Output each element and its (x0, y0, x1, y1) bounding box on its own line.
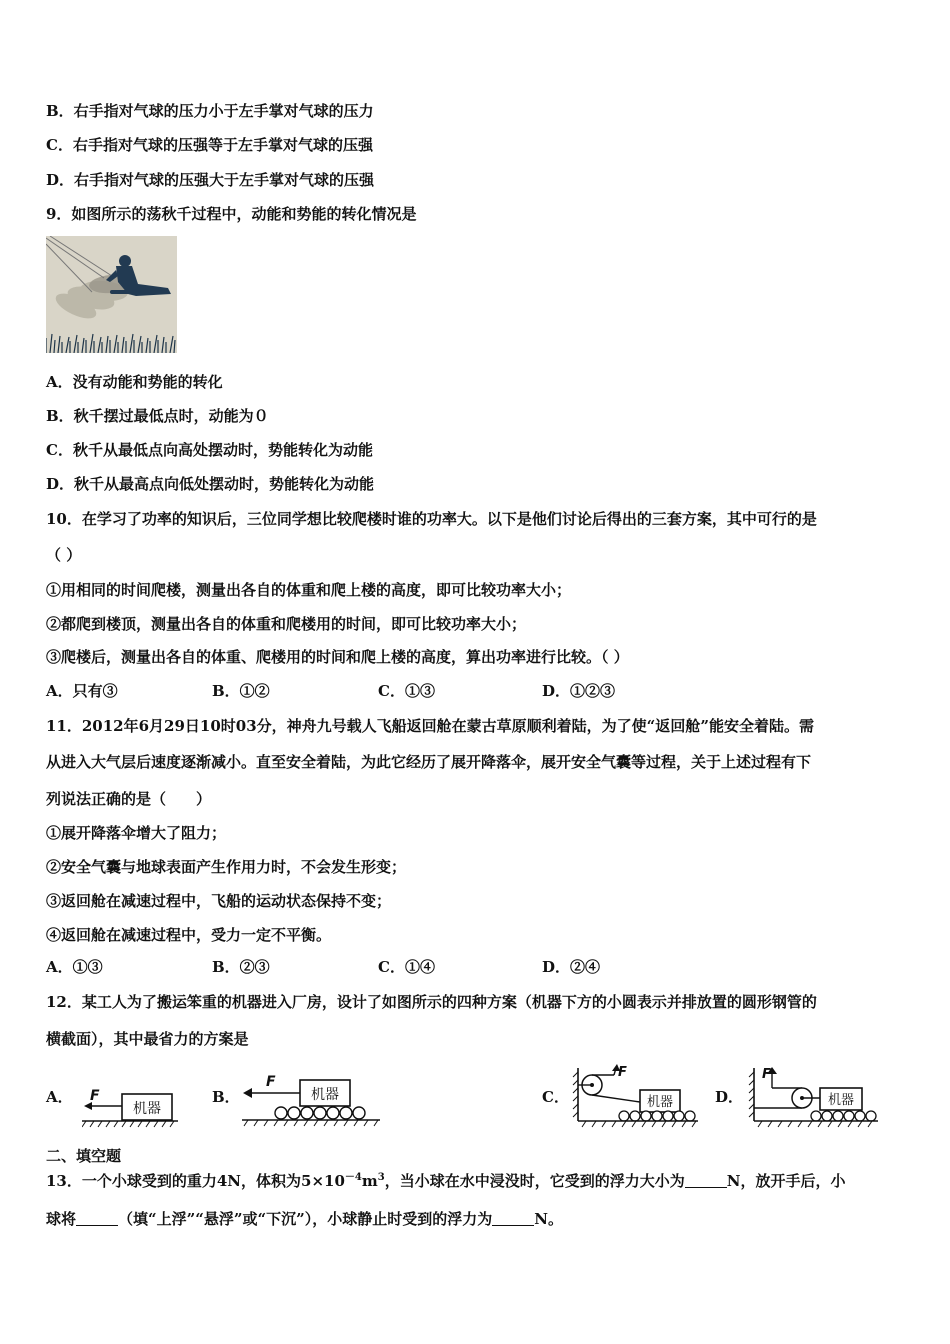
q9-stem: 9．如图所示的荡秋千过程中，动能和势能的转化情况是 (46, 205, 417, 223)
q12-option-d-label: D． (715, 1088, 744, 1106)
q10-option-d: D．①②③ (542, 682, 616, 700)
q10-statement-2: ②都爬到楼顶，测量出各自的体重和爬楼用的时间，即可比较功率大小； (46, 615, 527, 633)
q13-blank-motion[interactable] (76, 1210, 118, 1226)
q12-option-c-label: C． (542, 1088, 569, 1106)
q11-option-c: C．①④ (378, 958, 435, 976)
diagram-a-force-label: F (90, 1088, 100, 1104)
q10-option-a: A．只有③ (46, 682, 118, 700)
diagram-c-force-label: F (618, 1065, 627, 1080)
q10-statement-3: ③爬楼后，测量出各自的体重、爬楼用的时间和爬上楼的高度，算出功率进行比较。（ ） (46, 648, 629, 666)
swing-illustration (46, 236, 177, 353)
q10-stem-line2: （ ） (46, 546, 82, 564)
diagram-b-force-label: F (266, 1074, 276, 1090)
diagram-c (572, 1064, 700, 1128)
q13-text-part5: 球将 (46, 1210, 77, 1228)
q13-blank-static-buoyancy[interactable] (492, 1210, 534, 1226)
q10-option-c: C．①③ (378, 682, 435, 700)
q10-option-b: B．①② (212, 682, 270, 700)
diagram-a-machine-label: 机器 (133, 1101, 161, 1117)
q9-option-b: B．秋千摆过最低点时，动能为０ (46, 407, 269, 425)
q13-unit-exponent: 3 (377, 1172, 385, 1183)
diagram-d-machine-label: 机器 (827, 1093, 855, 1108)
q8-option-d: D．右手指对气球的压强大于左手掌对气球的压强 (46, 171, 375, 189)
diagram-d-force-label: F (762, 1067, 771, 1082)
q11-stem-line3: 列说法正确的是（ ） (46, 790, 212, 808)
q9-option-c: C．秋千从最低点向高处摆动时，势能转化为动能 (46, 441, 373, 459)
q13-line1 (46, 1171, 845, 1191)
q8-option-c: C．右手指对气球的压强等于左手掌对气球的压强 (46, 136, 373, 154)
q12-stem-line2: 横截面），其中最省力的方案是 (46, 1030, 249, 1048)
q11-option-b: B．②③ (212, 958, 270, 976)
q11-statement-3: ③返回舱在减速过程中，飞船的运动状态保持不变； (46, 892, 392, 910)
q11-option-a: A．①③ (46, 958, 103, 976)
q11-option-d: D．②④ (542, 958, 601, 976)
q13-text-part3: ，当小球在水中浸没时，它受到的浮力大小为 (384, 1172, 685, 1190)
q13-text-part6: （填“上浮”“悬浮”或“下沉”），小球静止时受到的浮力为 (118, 1210, 493, 1228)
q13-blank-buoyancy[interactable] (685, 1172, 727, 1188)
diagram-b-machine-label: 机器 (311, 1087, 339, 1103)
q13-unit: m (361, 1172, 378, 1190)
q13-line2 (46, 1209, 563, 1229)
q12-option-a-label: A． (46, 1088, 73, 1106)
q11-statement-2: ②安全气囊与地球表面产生作用力时，不会发生形变； (46, 858, 407, 876)
q11-statement-1: ①展开降落伞增大了阻力； (46, 824, 227, 842)
q13-text-part7: N。 (534, 1210, 564, 1228)
q13-exponent: －4 (344, 1172, 362, 1183)
diagram-b (240, 1070, 385, 1128)
diagram-d (748, 1064, 880, 1128)
q12-option-b-label: B． (212, 1088, 240, 1106)
q12-stem-line1: 12．某工人为了搬运笨重的机器进入厂房，设计了如图所示的四种方案（机器下方的小圆表示并排放置的圆形钢管的 (46, 993, 817, 1011)
diagram-a (82, 1082, 182, 1128)
q11-stem-line1: 11．2012年6月29日10时03分，神舟九号载人飞船返回舱在蒙古草原顺利着陆，为了使“返回舱”能安全着陆。需 (46, 717, 814, 735)
q13-text-part4: N，放开手后，小 (726, 1172, 846, 1190)
q13-text-part1: 13．一个小球受到的重力4N，体积为5×10 (46, 1172, 345, 1190)
diagram-c-machine-label: 机器 (646, 1095, 674, 1110)
q10-stem-line1: 10．在学习了功率的知识后，三位同学想比较爬楼时谁的功率大。以下是他们讨论后得出的三套方案，其中可行的是 (46, 510, 817, 528)
q11-stem-line2: 从进入大气层后速度逐渐减小。直至安全着陆，为此它经历了展开降落伞，展开安全气囊等过程，关于上述过程有下 (46, 753, 812, 771)
q11-statement-4: ④返回舱在减速过程中，受力一定不平衡。 (46, 926, 332, 944)
section-fill-in-blank-heading: 二、填空题 (46, 1147, 122, 1165)
q9-option-a: A．没有动能和势能的转化 (46, 373, 223, 391)
q8-option-b: B．右手指对气球的压力小于左手掌对气球的压力 (46, 102, 374, 120)
q9-option-d: D．秋千从最高点向低处摆动时，势能转化为动能 (46, 475, 375, 493)
q10-statement-1: ①用相同的时间爬楼，测量出各自的体重和爬上楼的高度，即可比较功率大小； (46, 581, 572, 599)
